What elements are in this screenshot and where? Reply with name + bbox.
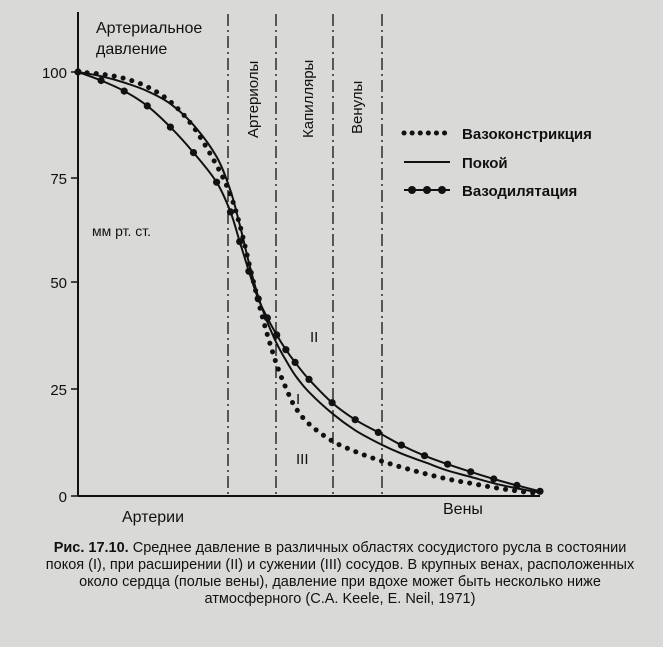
legend-label-rest: Покой — [462, 155, 508, 172]
legend-marker-1 — [408, 186, 416, 194]
curve-label-II: II — [310, 329, 319, 346]
caption-text: Среднее давление в различных областях сосудистого русла в состоянии покоя (I), при расширении (II) и сужении (III) сосудов. В крупных венах, расположенных около сердца (полые вены), давление при вдохе может быть несколько ниже атмосферного (C.A. Keele, E. Neil, 1971) — [45, 540, 635, 607]
data-point-vasodilation — [98, 77, 105, 84]
data-point-vasodilation — [213, 179, 220, 186]
y-tick-label-0: 0 — [58, 489, 67, 506]
data-point-vasodilation — [421, 452, 428, 459]
region-label-arterioles: Артериолы — [245, 60, 262, 138]
y-tick-label-100: 100 — [41, 65, 67, 82]
data-point-vasodilation — [375, 429, 382, 436]
data-point-vasodilation — [352, 416, 359, 423]
legend-label-vasoconstriction: Вазоконстрикция — [462, 126, 592, 143]
data-point-vasodilation — [167, 124, 174, 131]
data-point-vasodilation — [536, 488, 543, 495]
curve-label-I: I — [296, 391, 301, 408]
region-label-capillaries: Капилляры — [300, 59, 317, 138]
data-point-vasodilation — [292, 359, 299, 366]
data-point-vasodilation — [121, 88, 128, 95]
data-point-vasodilation — [490, 475, 497, 482]
data-point-vasodilation — [264, 314, 271, 321]
x-label-veins: Вены — [443, 501, 483, 518]
y-axis-title-line2: давление — [96, 41, 168, 58]
data-point-vasodilation — [190, 149, 197, 156]
region-label-venules: Венулы — [349, 80, 366, 134]
legend-marker-2 — [423, 186, 431, 194]
y-tick-label-75: 75 — [50, 171, 67, 188]
data-point-vasodilation — [144, 102, 151, 109]
data-point-vasodilation — [227, 208, 234, 215]
y-tick-label-25: 25 — [50, 382, 67, 399]
y-ticks — [42, 65, 78, 506]
data-point-vasodilation — [282, 346, 289, 353]
legend — [404, 126, 592, 200]
data-point-vasodilation — [236, 238, 243, 245]
data-point-vasodilation — [305, 376, 312, 383]
y-axis-title-line1: Артериальное — [96, 20, 203, 37]
data-point-vasodilation — [245, 268, 252, 275]
data-point-vasodilation — [444, 461, 451, 468]
data-point-vasodilation — [329, 399, 336, 406]
y-tick-label-50: 50 — [50, 275, 67, 292]
y-axis-unit: мм рт. ст. — [92, 223, 152, 239]
legend-label-vasodilation: Вазодилятация — [462, 183, 578, 200]
data-point-vasodilation — [513, 482, 520, 489]
x-label-arteries: Артерии — [122, 509, 185, 526]
caption-lead: Рис. 17.10. — [53, 540, 129, 556]
curve-label-III: III — [296, 451, 309, 468]
data-point-vasodilation — [74, 68, 81, 75]
data-point-vasodilation — [255, 295, 262, 302]
data-point-vasodilation — [398, 442, 405, 449]
legend-marker-3 — [438, 186, 446, 194]
data-point-vasodilation — [467, 468, 474, 475]
figure-caption — [40, 540, 640, 608]
data-point-vasodilation — [273, 331, 280, 338]
